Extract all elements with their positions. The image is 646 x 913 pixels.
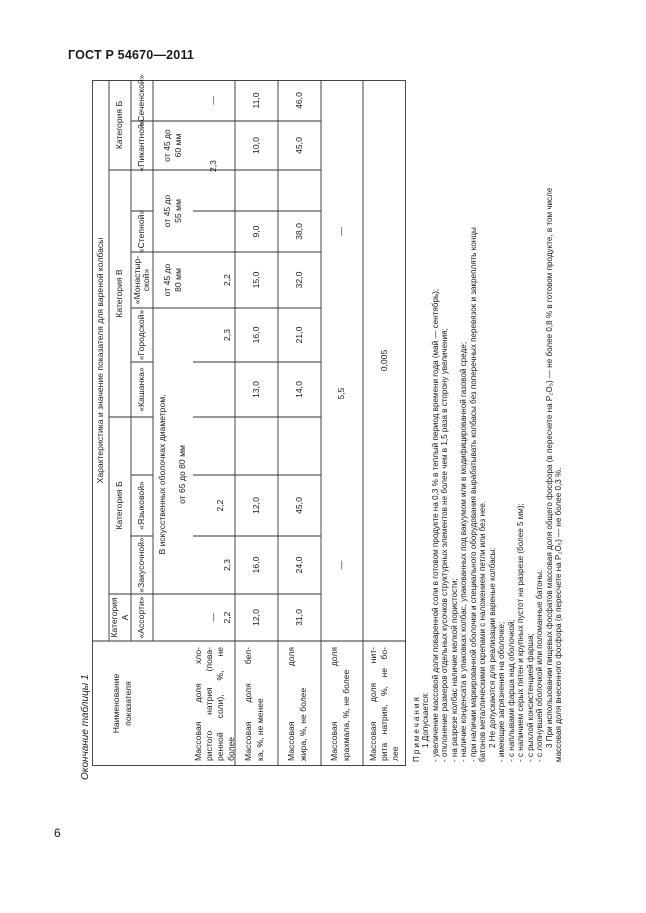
row-label-nitrite: Массовая доля нит- рита натрия, %, не бо-: [368, 647, 389, 761]
value-cell: 15,0: [250, 271, 261, 289]
value-cell: —: [208, 613, 219, 622]
value-cell: 31,0: [293, 609, 304, 626]
value-cell: —: [208, 96, 219, 105]
row-label-fat-end: жира, %, не более: [298, 687, 308, 761]
row-label-protein: Массовая доля бел-: [243, 647, 253, 761]
note-line: - с рыхлой консистенцией фарша;: [525, 633, 535, 762]
product-assorti: «Ассорти»: [136, 596, 147, 639]
row-label-fat: Массовая доля: [286, 647, 296, 761]
value-cell: 14,0: [293, 381, 304, 398]
value-cell: 21,0: [293, 326, 304, 344]
value-cell: 2,3: [208, 160, 219, 172]
value-cell: —: [336, 227, 347, 236]
value-cell: 13,0: [250, 381, 261, 398]
product-pikantnaya: «Пикантной»: [136, 119, 147, 172]
casing-45-55: от 45 до 55 мм: [161, 194, 183, 228]
value-cell: 46,0: [293, 92, 304, 109]
table-caption: Окончание таблицы 1: [80, 674, 91, 780]
category-b-2: Категория Б: [114, 100, 125, 150]
value-cell: 9,0: [250, 225, 261, 238]
value-cell: 16,0: [250, 556, 261, 574]
value-cell: 2,2: [221, 611, 232, 624]
product-monastyrskaya: «Монастыр- ской»: [131, 255, 151, 305]
category-b: Категория Б: [114, 481, 125, 530]
value-cell: 2,3: [221, 329, 232, 341]
name-header: Наименование показателя: [111, 673, 133, 734]
casing-45-60: от 45 до 60 мм: [161, 129, 183, 162]
value-cell: 32,0: [293, 271, 304, 289]
value-cell: 24,0: [293, 556, 304, 574]
note-line: массовая доля внесенного фосфора (в пересчете на P₂O₅) — не более 0,3 %.: [554, 467, 564, 762]
page-number: 6: [54, 826, 61, 840]
product-kashanka: «Кашанка»: [136, 367, 147, 412]
note-line: 2 Не допускаются для реализации вареные колбасы:: [487, 547, 497, 748]
note-line: - отклонение размеров отдельных кусочков структурных элементов не более чем в 1,5 раза в сторону увеличения;: [440, 328, 450, 762]
note-line: - с наличием серых пятен и крупных пустот на разрезе (более 5 мм);: [516, 503, 526, 762]
value-cell: 16,0: [250, 326, 261, 344]
category-a: Категория А: [108, 597, 130, 638]
category-v: Категория В: [114, 269, 125, 318]
note-line: - при наличии маркированной оболочки и специального оборудования вырабатывать колбасы без поперечных перевязок и закреплять концы: [468, 227, 478, 762]
document-title: ГОСТ Р 54670—2011: [68, 48, 195, 62]
value-cell: 45,0: [293, 137, 304, 154]
row-label-protein-end: ка, %, не менее: [255, 698, 265, 761]
notes-block: [412, 82, 564, 762]
value-cell: 2,2: [221, 274, 232, 286]
super-header: Характеристика и значение показателя для вареной колбасы: [94, 237, 105, 484]
value-cell: 38,0: [293, 223, 304, 240]
product-zakusochnaya: «Закусочной»: [136, 537, 147, 593]
note-line: - на разрезе колбас наличие мелкой пористости;: [449, 578, 459, 762]
note-line: - наличие конденсата в упаковках колбас, упакованных под вакуумом или в модифицированной газовой среде;: [459, 341, 469, 762]
casing-diameter-header: В искусственных оболочках диаметром,: [157, 394, 168, 555]
note-line: - с лопнувшей оболочкой или поломанные батоны.: [535, 569, 545, 762]
product-sechenskaya: «Сеченской»: [136, 74, 147, 127]
value-cell: —: [336, 560, 347, 570]
note-line: батонов металлическими скрепами с наложением петли или без нее.: [478, 500, 488, 762]
note-line: - увеличение массовой доли поваренной соли в готовом продукте на 0,3 % в теплый период времени года (май — сентябрь);: [430, 288, 440, 762]
value-cell: 12,0: [250, 609, 261, 626]
value-cell: 45,0: [293, 497, 304, 514]
value-cell: 2,2: [214, 499, 225, 512]
value-cell: 12,0: [250, 497, 261, 514]
value-cell: 0,005: [378, 349, 389, 372]
note-line: 1 Допускается:: [421, 692, 431, 748]
casing-65-80: от 65 до 80 мм: [177, 445, 188, 504]
value-cell: 11,0: [250, 92, 261, 109]
note-line: - имеющие загрязнения на оболочке;: [497, 621, 507, 762]
value-cell: 5,5: [336, 387, 347, 400]
note-line: 3 При использовании пищевых фосфатов массовая доля общего фосфора (в пересчете на P₂O₅) — не более 0,8 % в готовом продукте, в том числе: [544, 187, 554, 748]
casing-45-80: от 45 до 80 мм: [161, 263, 183, 297]
nutrition-table: [92, 74, 406, 766]
product-yazykovaya: «Языковой»: [136, 481, 147, 530]
notes-heading: Примечания: [412, 695, 421, 762]
row-label-starch: Массовая доля: [329, 647, 339, 761]
row-label-starch-end: крахмала, %, не более: [341, 669, 351, 761]
row-label-salt-end: более: [226, 736, 236, 761]
rotated-table-panel: [78, 74, 564, 780]
row-label-nitrite-end: лее: [390, 746, 400, 761]
product-stepnaya: «Степной»: [136, 209, 147, 254]
note-line: - с наплывами фарша над оболочкой;: [506, 619, 516, 762]
row-label-salt: Массовая доля хло- ристого натрия (пова- ренной соли), %, не: [193, 647, 225, 761]
product-gorodskaya: «Городской»: [136, 309, 147, 361]
value-cell: 2,3: [221, 559, 232, 571]
value-cell: 10,0: [250, 137, 261, 154]
